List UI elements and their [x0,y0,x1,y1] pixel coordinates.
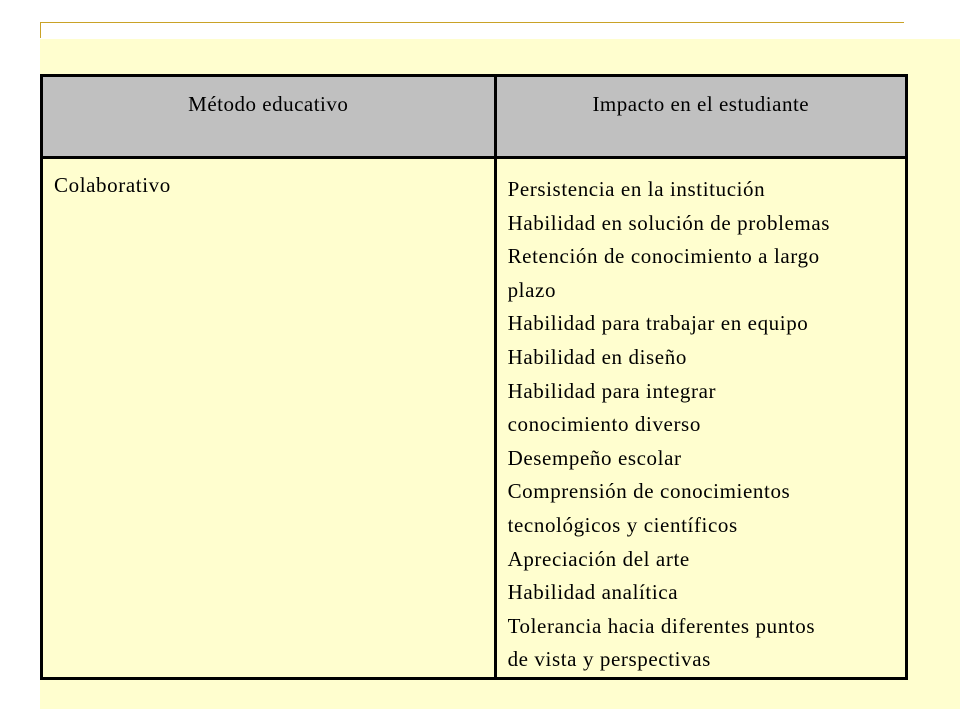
accent-line-horizontal [40,22,904,23]
impact-line: Habilidad en diseño [507,344,687,369]
method-cell: Colaborativo [42,158,496,679]
table-header-row [42,76,907,158]
impact-line: Apreciación del arte [507,546,690,571]
impact-line: Tolerancia hacia diferentes puntos [507,613,816,638]
impact-line: de vista y perspectivas [507,647,711,672]
header-impacto-estudiante: Impacto en el estudiante [495,76,906,158]
impact-line: Habilidad analítica [507,580,679,605]
impact-line: Comprensión de conocimientos [507,479,791,504]
impact-line: Habilidad en solución de problemas [507,210,831,235]
impact-line: Persistencia en la institución [507,177,766,201]
impact-line: tecnológicos y científicos [507,512,738,537]
header-method-educativo: Método educativo [42,76,496,158]
impact-cell [495,158,906,679]
impact-line: Habilidad para trabajar en equipo [507,311,809,336]
impact-line: Retención de conocimiento a largo [507,244,820,269]
impact-list [508,173,899,677]
impact-line: Habilidad para integrar [507,378,717,403]
table-row [42,158,907,679]
impact-line: Desempeño escolar [507,445,682,470]
impact-line: plazo [507,277,557,302]
impact-line: conocimiento diverso [507,412,701,437]
education-methods-table [40,74,908,680]
accent-line-vertical [40,22,41,38]
